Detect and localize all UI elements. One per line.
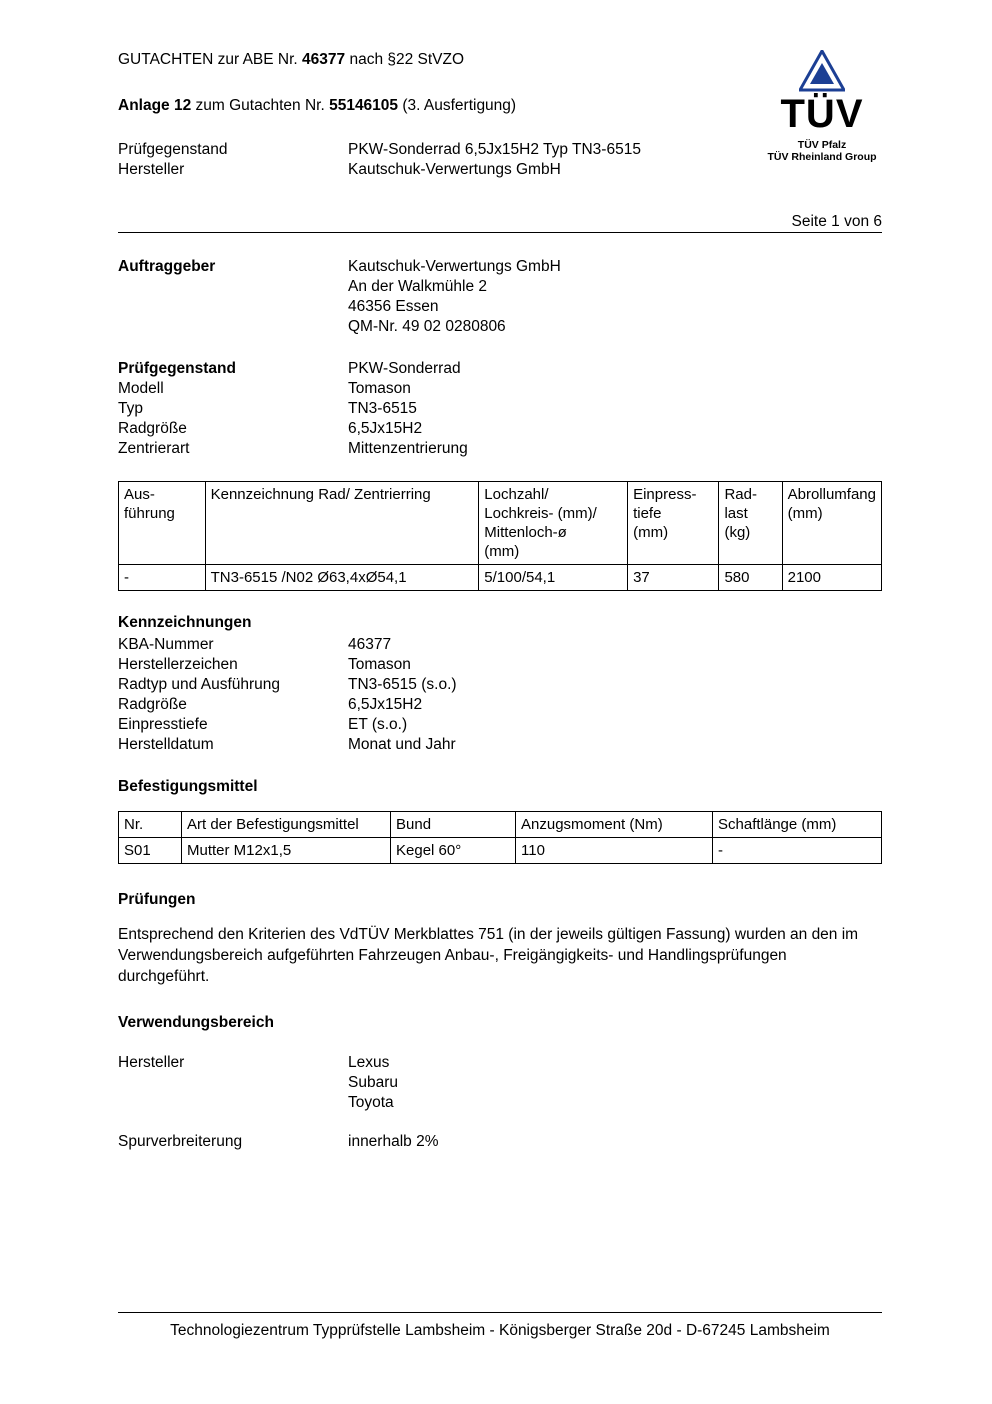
pruefungen-title: Prüfungen <box>118 891 196 908</box>
tuv-sublabel <box>762 140 882 163</box>
kennzeichnungen-row <box>118 635 882 655</box>
pruefgegenstand-row <box>118 399 882 419</box>
table-cell: 580 <box>719 565 782 591</box>
table-cell: Mutter M12x1,5 <box>182 838 391 864</box>
kennzeichnungen-row <box>118 735 882 755</box>
pruefgegenstand-row <box>118 379 882 399</box>
kennzeichnungen-value: 46377 <box>348 636 392 653</box>
header-detail-value: Kautschuk-Verwertungs GmbH <box>348 161 561 178</box>
table-cell: 5/100/54,1 <box>479 565 628 591</box>
section-auftraggeber <box>118 257 882 337</box>
befestigungsmittel-title: Befestigungsmittel <box>118 778 258 795</box>
table-header-cell-ausfuehrung <box>119 482 206 565</box>
verwendungsbereich-hersteller-row <box>118 1093 882 1113</box>
kennzeichnungen-value: Monat und Jahr <box>348 736 456 753</box>
pruefgegenstand-row-label: Typ <box>118 400 143 417</box>
table-cell: S01 <box>119 838 182 864</box>
verwendungsbereich-hersteller-label: Hersteller <box>118 1054 185 1071</box>
auftraggeber-line-1: Kautschuk-Verwertungs GmbH <box>348 258 561 275</box>
header-line: Aus- <box>124 486 155 503</box>
table-cell: 110 <box>516 838 713 864</box>
anlage-number: 55146105 <box>329 97 399 114</box>
verwendungsbereich-hersteller-2: Subaru <box>348 1074 398 1091</box>
kennzeichnungen-row <box>118 695 882 715</box>
auftraggeber-line-4: QM-Nr. 49 02 0280806 <box>348 318 506 335</box>
anlage-suffix: (3. Ausfertigung) <box>398 97 517 114</box>
table-header-cell-art: Art der Befestigungsmittel <box>182 812 391 838</box>
verwendungsbereich-hersteller-1: Lexus <box>348 1054 390 1071</box>
kennzeichnungen-value: Tomason <box>348 656 411 673</box>
section-pruefungen <box>118 890 882 987</box>
table-row <box>119 565 882 591</box>
kennzeichnungen-label: Radgröße <box>118 696 187 713</box>
header-line: Lochkreis- (mm)/ <box>484 505 597 522</box>
section-befestigungsmittel <box>118 777 882 797</box>
header-detail-value: PKW-Sonderrad 6,5Jx15H2 Typ TN3-6515 <box>348 141 641 158</box>
header-line: (kg) <box>724 524 751 541</box>
header-line: (mm) <box>484 543 520 560</box>
kennzeichnungen-label: KBA-Nummer <box>118 636 214 653</box>
table-header-cell-radlast <box>719 482 782 565</box>
table-cell: 2100 <box>782 565 881 591</box>
tuv-sublabel-line2: TÜV Rheinland Group <box>767 150 877 163</box>
auftraggeber-line-2: An der Walkmühle 2 <box>348 278 487 295</box>
verwendungsbereich-hersteller-row <box>118 1073 882 1093</box>
kennzeichnungen-label: Herstelldatum <box>118 736 214 753</box>
page-title-number: 46377 <box>302 51 346 68</box>
header-line: (mm) <box>633 524 669 541</box>
spurverbreiterung-label: Spurverbreiterung <box>118 1133 243 1150</box>
header-line: Rad- <box>724 486 757 503</box>
section-verwendungsbereich <box>118 1013 882 1152</box>
header-line: last <box>724 505 748 522</box>
verwendungsbereich-hersteller-3: Toyota <box>348 1094 394 1111</box>
auftraggeber-label: Auftraggeber <box>118 258 216 275</box>
auftraggeber-row <box>118 297 882 317</box>
auftraggeber-line-3: 46356 Essen <box>348 298 439 315</box>
auftraggeber-row <box>118 317 882 337</box>
auftraggeber-spacer <box>118 317 348 337</box>
befestigungsmittel-table <box>118 811 882 864</box>
kennzeichnungen-label: Radtyp und Ausführung <box>118 676 281 693</box>
auftraggeber-row <box>118 277 882 297</box>
pruefgegenstand-row <box>118 359 882 379</box>
pruefgegenstand-row-label: Radgröße <box>118 420 187 437</box>
table-header-cell-lochzahl <box>479 482 628 565</box>
table-header-cell-abrollumfang <box>782 482 881 565</box>
table-header-cell-nr: Nr. <box>119 812 182 838</box>
tuv-wordmark: TÜV <box>780 92 864 136</box>
anlage-middle: zum Gutachten Nr. <box>191 97 330 114</box>
pruefungen-text: Entsprechend den Kriterien des VdTÜV Merkblattes 751 (in der jeweils gültigen Fassung) wurden an den im Verwendungsbereich aufgeführten Fahrzeugen Anbau-, Freigängigkeits- und Handlingsprüfungen durchgeführt. <box>118 926 859 985</box>
pruefgegenstand-row-label: Modell <box>118 380 164 397</box>
table-cell: TN3-6515 /N02 Ø63,4xØ54,1 <box>205 565 479 591</box>
tuv-sublabel-line1: TÜV Pfalz <box>797 139 847 151</box>
header-line: Mittenloch-ø <box>484 524 567 541</box>
document-body <box>118 50 882 1152</box>
header-line: Abrollumfang <box>787 486 876 503</box>
pruefgegenstand-row <box>118 439 882 459</box>
spurverbreiterung-value: innerhalb 2% <box>348 1133 439 1150</box>
table-cell: Kegel 60° <box>391 838 516 864</box>
kennzeichnungen-value: ET (s.o.) <box>348 716 408 733</box>
pruefgegenstand-label: Prüfgegenstand <box>118 360 236 377</box>
kennzeichnungen-label: Herstellerzeichen <box>118 656 238 673</box>
page-title-suffix: nach §22 StVZO <box>345 51 465 68</box>
wheel-specification-table <box>118 481 882 591</box>
anlage-label: Anlage 12 <box>118 97 192 114</box>
pruefgegenstand-row <box>118 419 882 439</box>
header-detail-label: Prüfgegenstand <box>118 141 228 158</box>
table-header-cell-bund: Bund <box>391 812 516 838</box>
kennzeichnungen-title: Kennzeichnungen <box>118 614 252 631</box>
table-cell: - <box>713 838 882 864</box>
page-title-prefix: GUTACHTEN zur ABE Nr. <box>118 51 303 68</box>
pruefgegenstand-value: PKW-Sonderrad <box>348 360 461 377</box>
pruefgegenstand-row-label: Zentrierart <box>118 440 190 457</box>
kennzeichnungen-value: TN3-6515 (s.o.) <box>348 676 457 693</box>
section-pruefgegenstand <box>118 359 882 459</box>
section-kennzeichnungen <box>118 613 882 755</box>
header-line: Lochzahl/ <box>484 486 549 503</box>
kennzeichnungen-label: Einpresstiefe <box>118 716 208 733</box>
page-footer <box>118 1312 882 1341</box>
kennzeichnungen-row <box>118 715 882 735</box>
header-detail-row <box>118 160 882 180</box>
table-header-row <box>119 482 882 565</box>
table-cell: - <box>119 565 206 591</box>
pruefgegenstand-row-value: 6,5Jx15H2 <box>348 420 423 437</box>
table-header-cell-schaftlaenge: Schaftlänge (mm) <box>713 812 882 838</box>
spurverbreiterung-row <box>118 1132 882 1152</box>
table-header-cell-anzugsmoment: Anzugsmoment (Nm) <box>516 812 713 838</box>
header-divider <box>118 232 882 233</box>
footer-text: Technologiezentrum Typprüfstelle Lambsheim - Königsberger Straße 20d - D-67245 Lambsheim <box>170 1322 830 1339</box>
header-line: tiefe <box>633 505 662 522</box>
auftraggeber-row <box>118 257 882 277</box>
tuv-logo <box>762 50 882 163</box>
table-cell: 37 <box>628 565 719 591</box>
page-number-label: Seite 1 von 6 <box>791 213 882 230</box>
header-detail-label: Hersteller <box>118 161 185 178</box>
pruefgegenstand-row-value: TN3-6515 <box>348 400 417 417</box>
tuv-triangle-icon <box>799 50 845 92</box>
kennzeichnungen-row <box>118 675 882 695</box>
verwendungsbereich-spacer <box>118 1073 348 1093</box>
header-line: führung <box>124 505 175 522</box>
header-line: Einpress- <box>633 486 697 503</box>
auftraggeber-spacer <box>118 297 348 317</box>
table-row <box>119 838 882 864</box>
kennzeichnungen-value: 6,5Jx15H2 <box>348 696 423 713</box>
header-line: (mm) <box>787 505 823 522</box>
table-header-cell-einpresstiefe <box>628 482 719 565</box>
verwendungsbereich-title: Verwendungsbereich <box>118 1014 274 1031</box>
kennzeichnungen-row <box>118 655 882 675</box>
table-header-row <box>119 812 882 838</box>
verwendungsbereich-hersteller-row <box>118 1053 882 1073</box>
verwendungsbereich-spacer <box>118 1093 348 1113</box>
pruefgegenstand-row-value: Mittenzentrierung <box>348 440 468 457</box>
header-line: Kennzeichnung Rad/ Zentrierring <box>210 486 431 503</box>
auftraggeber-spacer <box>118 277 348 297</box>
table-header-cell-kennzeichnung <box>205 482 479 565</box>
pruefgegenstand-row-value: Tomason <box>348 380 411 397</box>
